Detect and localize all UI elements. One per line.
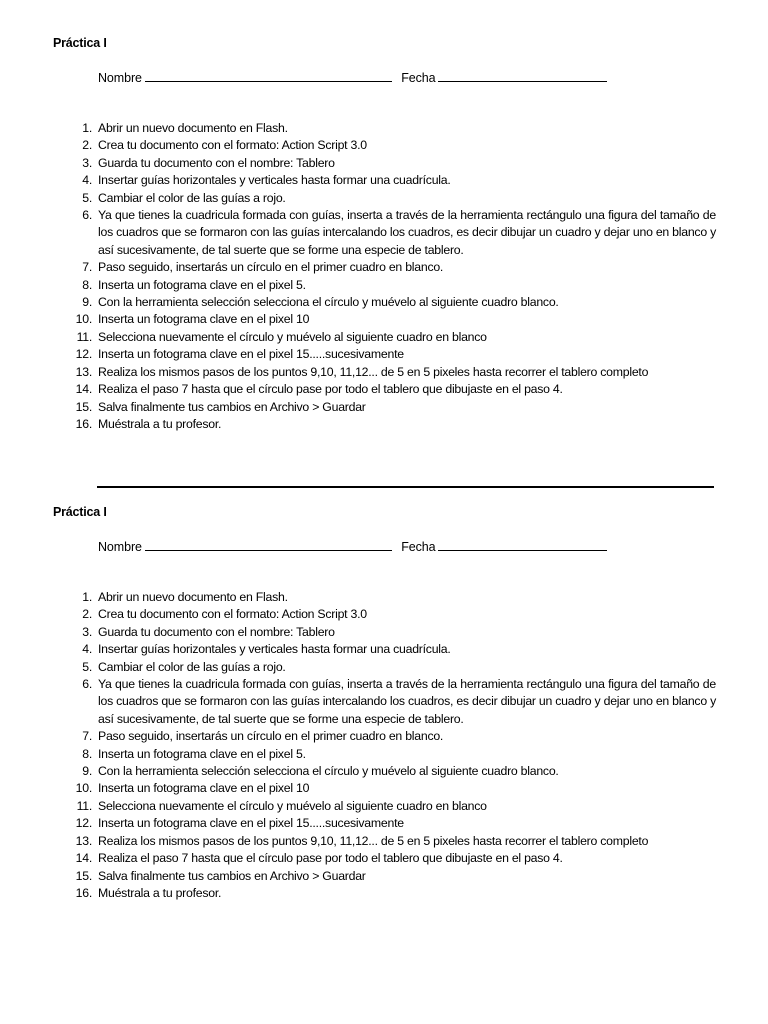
step-number: 1. xyxy=(82,590,92,604)
list-item xyxy=(0,659,716,676)
list-item xyxy=(0,311,716,328)
fecha-label: Fecha xyxy=(401,540,436,554)
step-text: Inserta un fotograma clave en el pixel 10 xyxy=(98,312,310,327)
step-number: 12. xyxy=(75,816,92,831)
practice-title: Práctica I xyxy=(53,505,107,519)
list-item xyxy=(0,676,716,728)
step-text: Crea tu documento con el formato: Action Script 3.0 xyxy=(98,138,367,153)
nombre-blank-line xyxy=(145,70,392,82)
step-text: Cambiar el color de las guías a rojo. xyxy=(98,659,286,674)
list-item xyxy=(0,624,716,641)
step-number: 12. xyxy=(75,347,92,362)
step-number: 7. xyxy=(82,729,92,744)
list-item xyxy=(0,137,716,154)
step-text: Ya que tienes la cuadricula formada con guías, inserta a través de la herramienta rectángulo una figura del tamaño de los cuadros que se formaron con las guías intercalando los cuadros, es decir dibujar un cuadro y dejar uno en blanco y así sucesivamente, de tal suerte que se forme una especie de tablero. xyxy=(98,208,716,257)
steps-list xyxy=(0,120,716,433)
name-date-fields xyxy=(98,539,638,554)
step-text: Muéstrala a tu profesor. xyxy=(98,416,222,431)
step-text: Realiza el paso 7 hasta que el círculo pase por todo el tablero que dibujaste en el paso 4. xyxy=(98,851,563,866)
list-item xyxy=(0,589,716,606)
list-item xyxy=(0,815,716,832)
step-number: 5. xyxy=(82,659,92,674)
nombre-label: Nombre xyxy=(98,540,142,554)
list-item xyxy=(0,172,716,189)
step-text: Realiza el paso 7 hasta que el círculo pase por todo el tablero que dibujaste en el paso 4. xyxy=(98,382,563,397)
list-item xyxy=(0,850,716,867)
step-text: Abrir un nuevo documento en Flash. xyxy=(98,121,288,135)
step-number: 13. xyxy=(75,833,92,848)
step-number: 16. xyxy=(75,416,92,431)
step-number: 7. xyxy=(82,260,92,275)
step-text: Paso seguido, insertarás un círculo en el primer cuadro en blanco. xyxy=(98,729,444,744)
steps-list xyxy=(0,589,716,902)
nombre-blank-line xyxy=(145,539,392,551)
list-item xyxy=(0,346,716,363)
step-text: Salva finalmente tus cambios en Archivo > Guardar xyxy=(98,399,366,414)
step-number: 3. xyxy=(82,624,92,639)
step-text: Crea tu documento con el formato: Action Script 3.0 xyxy=(98,607,367,622)
step-number: 1. xyxy=(82,121,92,135)
step-text: Inserta un fotograma clave en el pixel 15.....sucesivamente xyxy=(98,816,404,831)
step-text: Con la herramienta selección selecciona el círculo y muévelo al siguiente cuadro blanco. xyxy=(98,764,559,779)
step-number: 2. xyxy=(82,138,92,153)
step-number: 4. xyxy=(82,642,92,657)
step-text: Guarda tu documento con el nombre: Tablero xyxy=(98,155,335,170)
step-number: 2. xyxy=(82,607,92,622)
list-item xyxy=(0,798,716,815)
list-item xyxy=(0,120,716,137)
step-number: 14. xyxy=(75,382,92,397)
step-text: Muéstrala a tu profesor. xyxy=(98,885,222,900)
step-text: Paso seguido, insertarás un círculo en el primer cuadro en blanco. xyxy=(98,260,444,275)
list-item xyxy=(0,259,716,276)
list-item xyxy=(0,277,716,294)
list-item xyxy=(0,606,716,623)
step-number: 14. xyxy=(75,851,92,866)
step-number: 6. xyxy=(82,677,92,692)
list-item xyxy=(0,190,716,207)
step-number: 8. xyxy=(82,277,92,292)
list-item xyxy=(0,294,716,311)
step-text: Insertar guías horizontales y verticales hasta formar una cuadrícula. xyxy=(98,173,451,188)
step-number: 11. xyxy=(76,798,92,813)
step-number: 11. xyxy=(76,329,92,344)
step-number: 9. xyxy=(82,764,92,779)
step-text: Insertar guías horizontales y verticales hasta formar una cuadrícula. xyxy=(98,642,451,657)
list-item xyxy=(0,399,716,416)
step-number: 9. xyxy=(82,295,92,310)
step-text: Inserta un fotograma clave en el pixel 15.....sucesivamente xyxy=(98,347,404,362)
step-text: Inserta un fotograma clave en el pixel 5. xyxy=(98,746,306,761)
section-divider xyxy=(97,486,714,488)
step-text: Con la herramienta selección selecciona el círculo y muévelo al siguiente cuadro blanco. xyxy=(98,295,559,310)
list-item xyxy=(0,207,716,259)
step-number: 3. xyxy=(82,155,92,170)
step-number: 10. xyxy=(75,312,92,327)
list-item xyxy=(0,329,716,346)
list-item xyxy=(0,868,716,885)
step-text: Cambiar el color de las guías a rojo. xyxy=(98,190,286,205)
step-number: 16. xyxy=(75,885,92,900)
step-number: 8. xyxy=(82,746,92,761)
step-text: Realiza los mismos pasos de los puntos 9,10, 11,12... de 5 en 5 pixeles hasta recorrer el tablero completo xyxy=(98,364,649,379)
step-text: Salva finalmente tus cambios en Archivo > Guardar xyxy=(98,868,366,883)
step-text: Guarda tu documento con el nombre: Tablero xyxy=(98,624,335,639)
step-number: 5. xyxy=(82,190,92,205)
step-text: Abrir un nuevo documento en Flash. xyxy=(98,590,288,604)
fecha-blank-line xyxy=(438,539,607,551)
step-text: Inserta un fotograma clave en el pixel 10 xyxy=(98,781,310,796)
list-item xyxy=(0,763,716,780)
step-number: 10. xyxy=(75,781,92,796)
step-text: Realiza los mismos pasos de los puntos 9,10, 11,12... de 5 en 5 pixeles hasta recorrer el tablero completo xyxy=(98,833,649,848)
list-item xyxy=(0,833,716,850)
list-item xyxy=(0,155,716,172)
fecha-label: Fecha xyxy=(401,71,436,85)
list-item xyxy=(0,641,716,658)
fecha-blank-line xyxy=(438,70,607,82)
list-item xyxy=(0,364,716,381)
list-item xyxy=(0,728,716,745)
step-number: 15. xyxy=(75,868,92,883)
step-text: Selecciona nuevamente el círculo y muévelo al siguiente cuadro en blanco xyxy=(98,798,487,813)
step-text: Ya que tienes la cuadricula formada con guías, inserta a través de la herramienta rectángulo una figura del tamaño de los cuadros que se formaron con las guías intercalando los cuadros, es decir dibujar un cuadro y dejar uno en blanco y así sucesivamente, de tal suerte que se forme una especie de tablero. xyxy=(98,677,716,726)
list-item xyxy=(0,780,716,797)
list-item xyxy=(0,416,716,433)
step-number: 6. xyxy=(82,208,92,223)
name-date-fields xyxy=(98,70,638,85)
step-number: 4. xyxy=(82,173,92,188)
step-number: 13. xyxy=(75,364,92,379)
practice-title: Práctica I xyxy=(53,36,107,50)
list-item xyxy=(0,885,716,902)
step-text: Selecciona nuevamente el círculo y muévelo al siguiente cuadro en blanco xyxy=(98,329,487,344)
step-number: 15. xyxy=(75,399,92,414)
list-item xyxy=(0,381,716,398)
list-item xyxy=(0,746,716,763)
step-text: Inserta un fotograma clave en el pixel 5. xyxy=(98,277,306,292)
nombre-label: Nombre xyxy=(98,71,142,85)
